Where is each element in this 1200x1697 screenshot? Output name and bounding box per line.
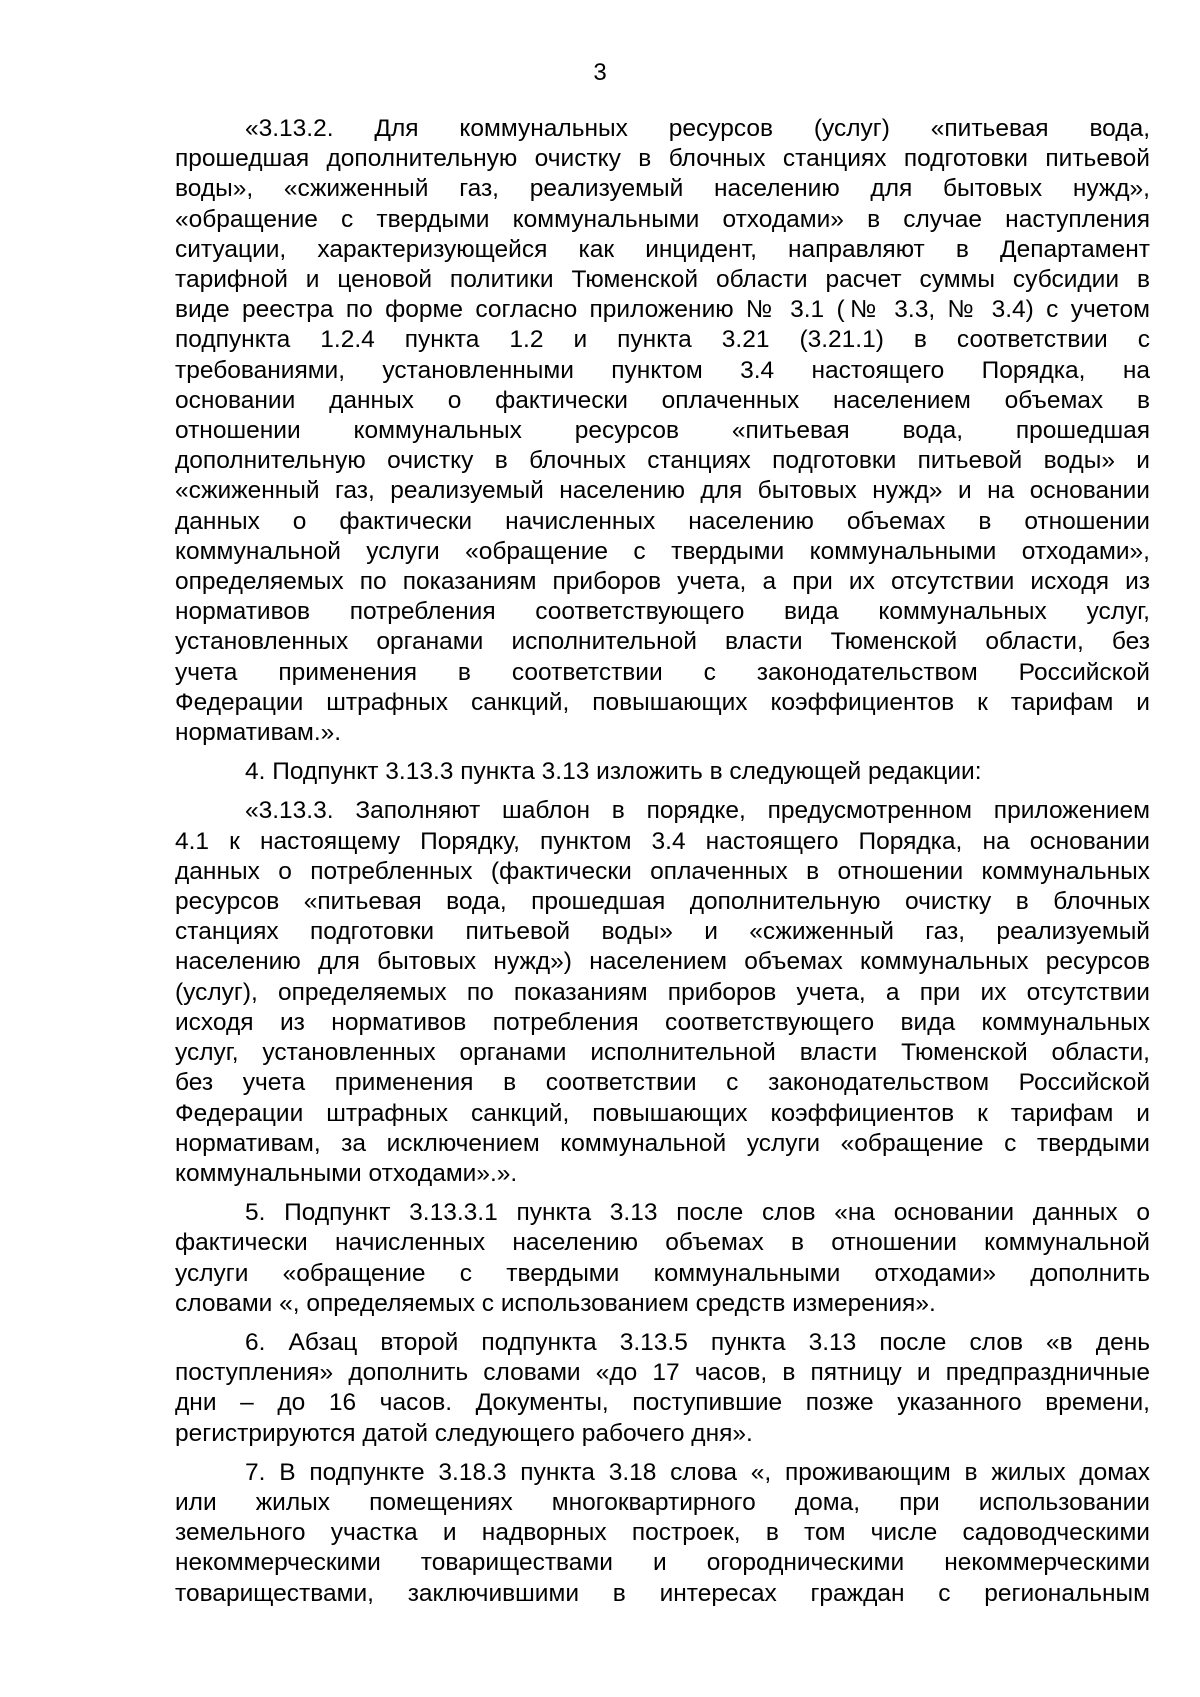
text-line: «сжиженный газ, реализуемый населению для бытовых нужд» и на основании <box>175 477 1150 505</box>
text-line: воды», «сжиженный газ, реализуемый населению для бытовых нужд», <box>175 175 1150 203</box>
text-line: станциях подготовки питьевой воды» и «сжиженный газ, реализуемый <box>175 918 1150 946</box>
text-line: нормативов потребления соответствующего вида коммунальных услуг, <box>175 598 1150 626</box>
paragraph-5 <box>175 1328 1150 1449</box>
text-line: установленных органами исполнительной власти Тюменской области, без <box>175 628 1150 656</box>
text-line: регистрируются датой следующего рабочего дня». <box>175 1419 753 1447</box>
text-line: коммунальной услуги «обращение с твердыми коммунальными отходами», <box>175 537 1150 565</box>
text-line: 5. Подпункт 3.13.3.1 пункта 3.13 после слов «на основании данных о <box>245 1199 1150 1227</box>
text-line: данных о фактически начисленных населению объемах в отношении <box>175 507 1150 535</box>
document-body <box>175 114 1150 1618</box>
text-line: виде реестра по форме согласно приложению № 3.1 (№ 3.3, № 3.4) с учетом <box>175 296 1150 324</box>
text-line: земельного участка и надворных построек, в том числе садоводческими <box>175 1519 1150 1547</box>
paragraph-4 <box>175 1198 1150 1319</box>
paragraph-2 <box>175 757 1150 787</box>
paragraph-6 <box>175 1458 1150 1609</box>
paragraph-3 <box>175 796 1150 1189</box>
text-line: учета применения в соответствии с законодательством Российской <box>175 658 1150 686</box>
text-line: 7. В подпункте 3.18.3 пункта 3.18 слова «, проживающим в жилых домах <box>245 1458 1150 1486</box>
text-line: ситуации, характеризующейся как инцидент, направляют в Департамент <box>175 235 1150 263</box>
text-line: дополнительную очистку в блочных станциях подготовки питьевой воды» и <box>175 447 1150 475</box>
text-line: некоммерческими товариществами и огородническими некоммерческими <box>175 1549 1150 1577</box>
text-line: исходя из нормативов потребления соответствующего вида коммунальных <box>175 1008 1150 1036</box>
text-line: тарифной и ценовой политики Тюменской области расчет суммы субсидии в <box>175 266 1150 294</box>
text-line: нормативам.». <box>175 719 342 747</box>
text-line: 6. Абзац второй подпункта 3.13.5 пункта 3.13 после слов «в день <box>245 1328 1150 1356</box>
text-line: подпункта 1.2.4 пункта 1.2 и пункта 3.21 (3.21.1) в соответствии с <box>175 326 1150 354</box>
text-line: определяемых по показаниям приборов учета, а при их отсутствии исходя из <box>175 568 1150 596</box>
text-line: (услуг), определяемых по показаниям приборов учета, а при их отсутствии <box>175 978 1150 1006</box>
text-line: словами «, определяемых с использованием средств измерения». <box>175 1289 936 1317</box>
text-line: «обращение с твердыми коммунальными отходами» в случае наступления <box>175 205 1150 233</box>
text-line: ресурсов «питьевая вода, прошедшая дополнительную очистку в блочных <box>175 888 1150 916</box>
text-line: без учета применения в соответствии с законодательством Российской <box>175 1069 1150 1097</box>
text-line: 4.1 к настоящему Порядку, пунктом 3.4 настоящего Порядка, на основании <box>175 827 1150 855</box>
text-line: поступления» дополнить словами «до 17 часов, в пятницу и предпраздничные <box>175 1359 1150 1387</box>
text-line: нормативам, за исключением коммунальной услуги «обращение с твердыми <box>175 1129 1150 1157</box>
text-line: данных о потребленных (фактически оплаченных в отношении коммунальных <box>175 857 1150 885</box>
text-line: «3.13.3. Заполняют шаблон в порядке, предусмотренном приложением <box>245 797 1150 825</box>
text-line: Федерации штрафных санкций, повышающих коэффициентов к тарифам и <box>175 688 1150 716</box>
text-line: товариществами, заключившими в интересах граждан с региональным <box>175 1579 1150 1607</box>
paragraph-1 <box>175 114 1150 748</box>
text-line: «3.13.2. Для коммунальных ресурсов (услуг) «питьевая вода, <box>245 115 1150 142</box>
text-line: прошедшая дополнительную очистку в блочных станциях подготовки питьевой <box>175 145 1150 173</box>
text-line: или жилых помещениях многоквартирного дома, при использовании <box>175 1488 1150 1516</box>
text-line: коммунальными отходами».». <box>175 1159 518 1187</box>
text-line: услуг, установленных органами исполнительной власти Тюменской области, <box>175 1039 1150 1067</box>
text-line: фактически начисленных населению объемах в отношении коммунальной <box>175 1229 1150 1257</box>
text-line: услуги «обращение с твердыми коммунальными отходами» дополнить <box>175 1259 1150 1287</box>
text-line: дни – до 16 часов. Документы, поступившие позже указанного времени, <box>175 1389 1150 1417</box>
text-line: Федерации штрафных санкций, повышающих коэффициентов к тарифам и <box>175 1099 1150 1127</box>
text-line: населению для бытовых нужд») населением объемах коммунальных ресурсов <box>175 948 1150 976</box>
page-number: 3 <box>593 59 607 86</box>
text-line: 4. Подпункт 3.13.3 пункта 3.13 изложить в следующей редакции: <box>245 758 982 786</box>
text-line: отношении коммунальных ресурсов «питьевая вода, прошедшая <box>175 417 1150 445</box>
text-line: основании данных о фактически оплаченных населением объемах в <box>175 386 1150 414</box>
text-line: требованиями, установленными пунктом 3.4 настоящего Порядка, на <box>175 356 1150 384</box>
